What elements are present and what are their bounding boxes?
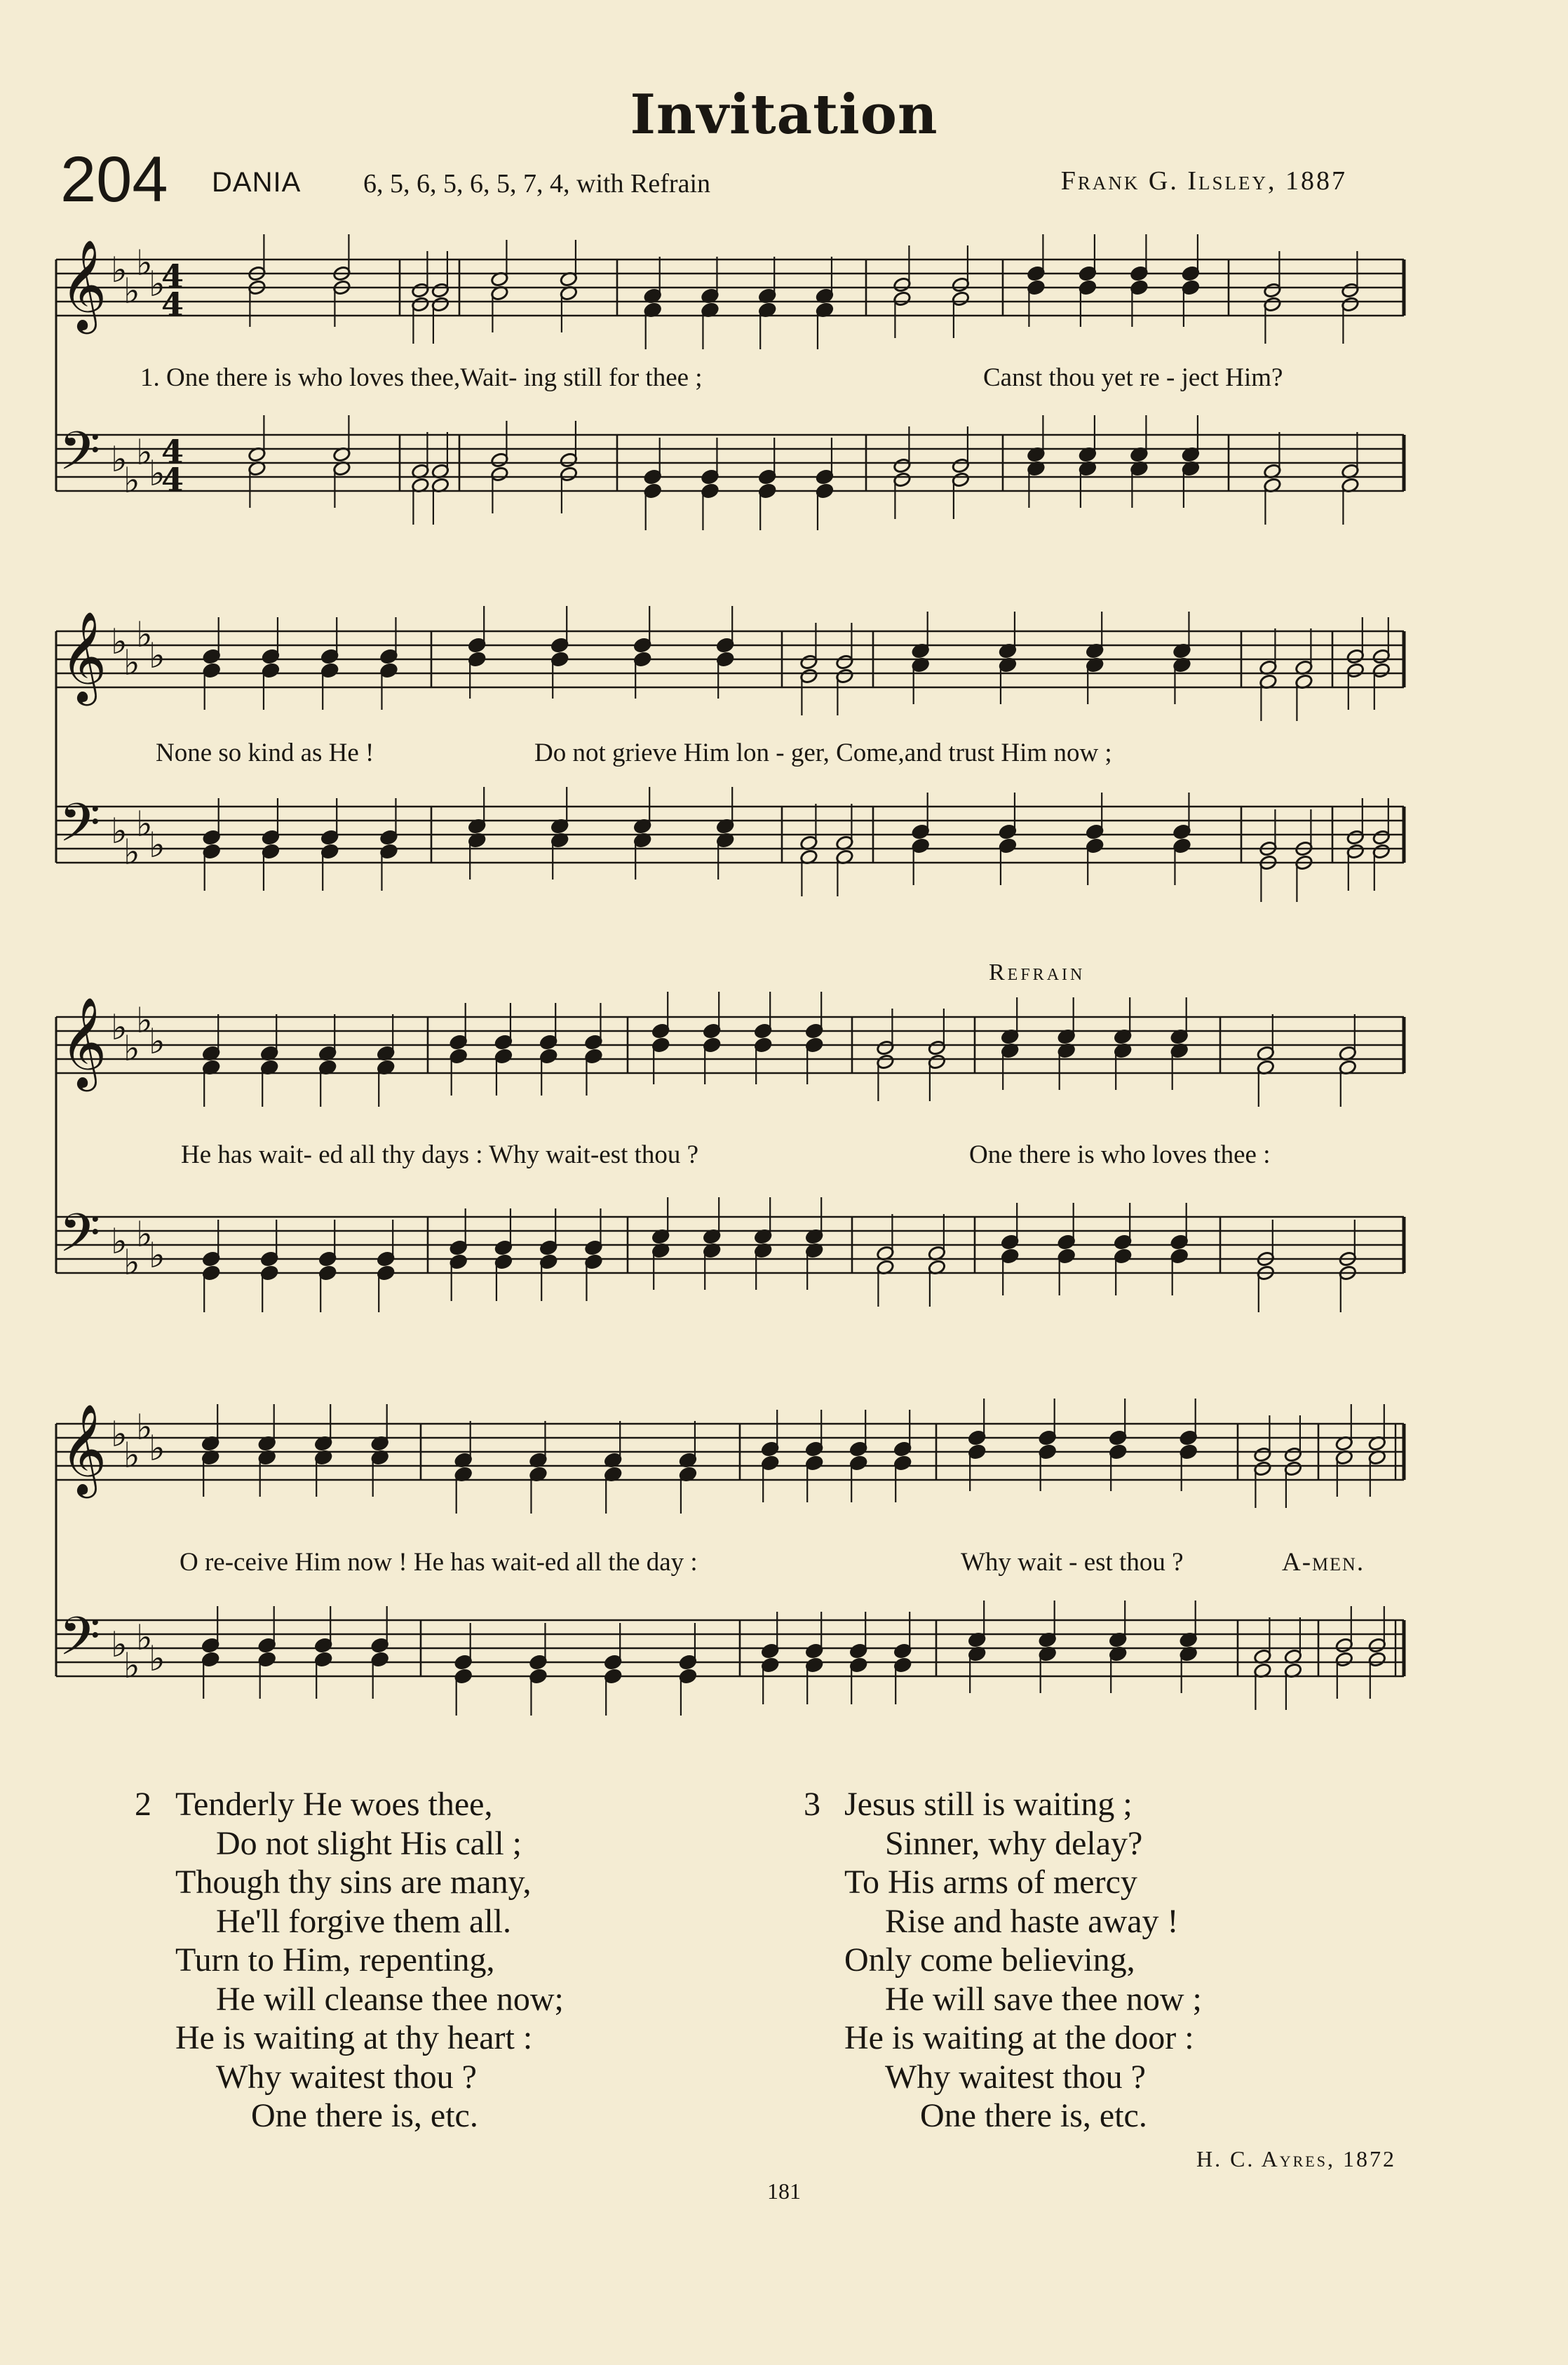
- verse-line: One there is, etc.: [920, 2097, 1147, 2134]
- flat-sign: ♭: [149, 1428, 165, 1469]
- lyric-line: O re-ceive Him now ! He has wait-ed all the day :: [180, 1548, 698, 1577]
- verse-3: [804, 1785, 1202, 2136]
- verse-line: He is waiting at thy heart :: [175, 2019, 533, 2056]
- verse-line: He'll forgive them all.: [216, 1902, 511, 1940]
- bass-clef: 𝄢: [59, 792, 101, 867]
- lyric-line: Canst thou yet re - ject Him?: [983, 363, 1283, 392]
- flat-sign: ♭: [136, 1617, 153, 1658]
- bass-clef: 𝄢: [59, 1202, 101, 1277]
- flat-sign: ♭: [111, 1414, 128, 1455]
- flat-sign: ♭: [149, 825, 165, 865]
- flat-sign: ♭: [136, 614, 153, 655]
- flat-sign: ♭: [111, 1007, 128, 1048]
- verse-line: Why waitest thou ?: [885, 2058, 1146, 2096]
- time-signature: 4: [161, 461, 184, 499]
- flat-sign: ♭: [149, 1021, 165, 1062]
- treble-clef: 𝄞: [60, 239, 107, 330]
- flat-sign: ♭: [111, 1624, 128, 1665]
- tune-name: DANIA: [212, 167, 302, 198]
- flat-sign: ♭: [136, 1000, 153, 1041]
- verse-line: Sinner, why delay?: [885, 1824, 1143, 1862]
- lyric-line: Do not grieve Him lon - ger, Come,and trust Him now ;: [534, 739, 1112, 767]
- flat-sign: ♭: [149, 453, 165, 494]
- verse-number: 3: [804, 1786, 820, 1823]
- flat-sign: ♭: [123, 1645, 140, 1686]
- lyric-line: He has wait- ed all thy days : Why wait-est thou ?: [181, 1140, 699, 1169]
- flat-sign: ♭: [149, 264, 165, 304]
- composer-credit: Frank G. Ilsley, 1887: [1060, 166, 1347, 196]
- flat-sign: ♭: [149, 635, 165, 676]
- flat-sign: ♭: [111, 811, 128, 851]
- verse-line: Though thy sins are many,: [175, 1864, 532, 1901]
- page-number: 181: [767, 2178, 801, 2204]
- flat-sign: ♭: [136, 1407, 153, 1448]
- verse-line: Tenderly He woes thee,: [175, 1786, 493, 1823]
- amen-lyric: A-men.: [1282, 1548, 1365, 1577]
- treble-clef: 𝄞: [60, 997, 107, 1088]
- verse-line: Turn to Him, repenting,: [175, 1941, 495, 1979]
- time-signature: 4: [161, 285, 184, 323]
- author-credit: H. C. Ayres, 1872: [1196, 2146, 1396, 2171]
- flat-sign: ♭: [136, 1214, 153, 1255]
- bass-clef: 𝄢: [59, 420, 101, 495]
- verse-line: Jesus still is waiting ;: [844, 1786, 1133, 1823]
- verse-line: Do not slight His call ;: [216, 1824, 522, 1862]
- treble-clef: 𝄞: [60, 611, 107, 702]
- flat-sign: ♭: [123, 271, 140, 311]
- verse-line: One there is, etc.: [251, 2097, 478, 2134]
- flat-sign: ♭: [123, 460, 140, 501]
- flat-sign: ♭: [123, 1028, 140, 1069]
- verse-line: He will save thee now ;: [885, 1980, 1202, 2018]
- flat-sign: ♭: [136, 243, 153, 283]
- verse-line: To His arms of mercy: [844, 1864, 1137, 1901]
- flat-sign: ♭: [136, 804, 153, 844]
- verse-line: He will cleanse thee now;: [216, 1980, 564, 2018]
- lyric-line: Why wait - est thou ?: [961, 1548, 1184, 1577]
- flat-sign: ♭: [123, 1242, 140, 1283]
- refrain-label: Refrain: [989, 959, 1086, 985]
- flat-sign: ♭: [136, 432, 153, 473]
- verse-2: [135, 1785, 564, 2136]
- flat-sign: ♭: [123, 642, 140, 683]
- time-signature: 4: [161, 433, 184, 471]
- flat-sign: ♭: [111, 1221, 128, 1262]
- flat-sign: ♭: [111, 250, 128, 290]
- treble-clef: 𝄞: [60, 1403, 107, 1495]
- verse-line: He is waiting at the door :: [844, 2019, 1194, 2056]
- flat-sign: ♭: [111, 621, 128, 662]
- flat-sign: ♭: [111, 439, 128, 480]
- lyric-line: None so kind as He !: [156, 739, 374, 767]
- meter: 6, 5, 6, 5, 6, 5, 7, 4, with Refrain: [363, 169, 711, 198]
- verse-number: 2: [135, 1786, 151, 1823]
- flat-sign: ♭: [123, 832, 140, 872]
- lyric-line: One there is who loves thee :: [969, 1140, 1271, 1169]
- verse-line: Rise and haste away !: [885, 1902, 1179, 1940]
- flat-sign: ♭: [123, 1435, 140, 1476]
- flat-sign: ♭: [149, 1235, 165, 1276]
- time-signature: 4: [161, 257, 184, 295]
- bass-clef: 𝄢: [59, 1605, 101, 1680]
- flat-sign: ♭: [149, 1638, 165, 1679]
- hymn-title: Invitation: [630, 83, 938, 147]
- verse-line: Only come believing,: [844, 1941, 1135, 1979]
- verse-line: Why waitest thou ?: [216, 2058, 477, 2096]
- hymn-number: 204: [60, 144, 168, 215]
- lyric-line: 1. One there is who loves thee,Wait- ing still for thee ;: [140, 363, 703, 392]
